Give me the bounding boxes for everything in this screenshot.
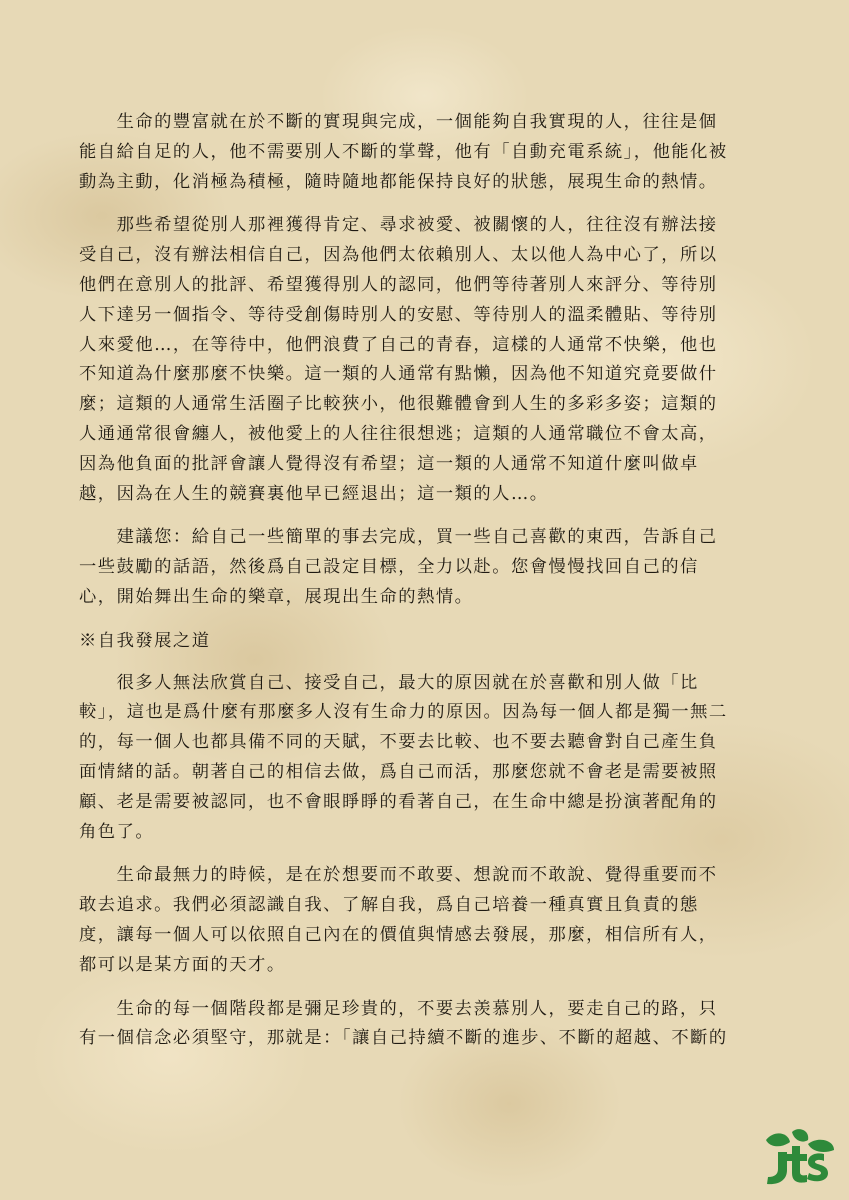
text-line: 生命的豐富就在於不斷的實現與完成，一個能夠自我實現的人，往往是個	[79, 112, 718, 132]
text-line: 能自給自足的人，他不需要別人不斷的掌聲，他有「自動充電系統」，他能化被	[79, 141, 728, 162]
text-line: 麼；這類的人通常生活圈子比較狹小，他很難體會到人生的多彩多姿；這類的	[79, 394, 718, 415]
text-line: 面情緒的話。朝著自己的相信去做，爲自己而活，那麼您就不會老是需要被照	[79, 761, 718, 782]
text-line: 敢去追求。我們必須認識自我、了解自我，爲自己培養一種真實且負責的態	[79, 895, 699, 916]
text-line: 不知道為什麼那麼不快樂。這一類的人通常有點懶，因為他不知道究竟要做什	[79, 364, 718, 385]
text-line: 一些鼓勵的話語，然後爲自己設定目標，全力以赴。您會慢慢找回自己的信	[79, 557, 699, 578]
text-line: 的，每一個人也都具備不同的天賦，不要去比較、也不要去聽會對自己產生負	[79, 732, 718, 753]
paragraph	[79, 669, 769, 848]
paragraph	[79, 108, 769, 197]
paragraph	[79, 861, 769, 980]
text-line: 角色了。	[79, 821, 155, 842]
text-line: 那些希望從別人那裡獲得肯定、尋求被愛、被關懷的人，往往沒有辦法接	[79, 215, 718, 236]
text-line: 人通通常很會纏人，被他愛上的人往往很想逃；這類的人通常職位不會太高，	[79, 423, 718, 444]
paragraph	[79, 995, 769, 1055]
text-line: 有一個信念必須堅守，那就是：「讓自己持續不斷的進步、不斷的超越、不斷的	[79, 1028, 728, 1049]
text-line: 顧、老是需要被認同，也不會眼睜睜的看著自己，在生命中總是扮演著配角的	[79, 791, 718, 812]
text-line: 人來愛他…，在等待中，他們浪費了自己的青春，這樣的人通常不快樂，他也	[79, 334, 718, 355]
text-line: 動為主動，化消極為積極，隨時隨地都能保持良好的狀態，展現生命的熱情。	[79, 171, 718, 192]
section-heading	[79, 627, 769, 657]
text-line: 生命最無力的時候，是在於想要而不敢要、想說而不敢說、覺得重要而不	[79, 865, 718, 886]
document-body	[79, 108, 769, 1068]
text-line: 越，因為在人生的競賽裏他早已經退出；這一類的人…。	[79, 483, 549, 504]
text-line: 心，開始舞出生命的樂章，展現出生命的熱情。	[79, 586, 474, 607]
text-line: 生命的每一個階段都是彌足珍貴的，不要去羡慕別人，要走自己的路，只	[79, 998, 718, 1019]
text-line: 受自己，沒有辦法相信自己，因為他們太依賴別人、太以他人為中心了，所以	[79, 245, 718, 266]
paragraph	[79, 523, 769, 612]
text-line: 很多人無法欣賞自己、接受自己，最大的原因就在於喜歡和別人做「比	[79, 672, 699, 693]
text-line: 因為他負面的批評會讓人覺得沒有希望；這一類的人通常不知道什麼叫做卓	[79, 453, 699, 474]
text-line: 建議您：給自己一些簡單的事去完成，買一些自己喜歡的東西，告訴自己	[79, 527, 718, 548]
text-line: 都可以是某方面的天才。	[79, 954, 286, 975]
text-line: 人下達另一個指令、等待受創傷時別人的安慰、等待別人的溫柔體貼、等待別	[79, 304, 718, 325]
jts-logo-icon	[758, 1128, 836, 1188]
text-line: 較」，這也是爲什麼有那麼多人沒有生命力的原因。因為每一個人都是獨一無二	[79, 702, 728, 723]
text-line: ※自我發展之道	[79, 630, 211, 651]
text-line: 他們在意別人的批評、希望獲得別人的認同，他們等待著別人來評分、等待別	[79, 274, 718, 295]
text-line: 度，讓每一個人可以依照自己內在的價值與情感去發展，那麼，相信所有人，	[79, 924, 718, 945]
paragraph	[79, 211, 769, 509]
